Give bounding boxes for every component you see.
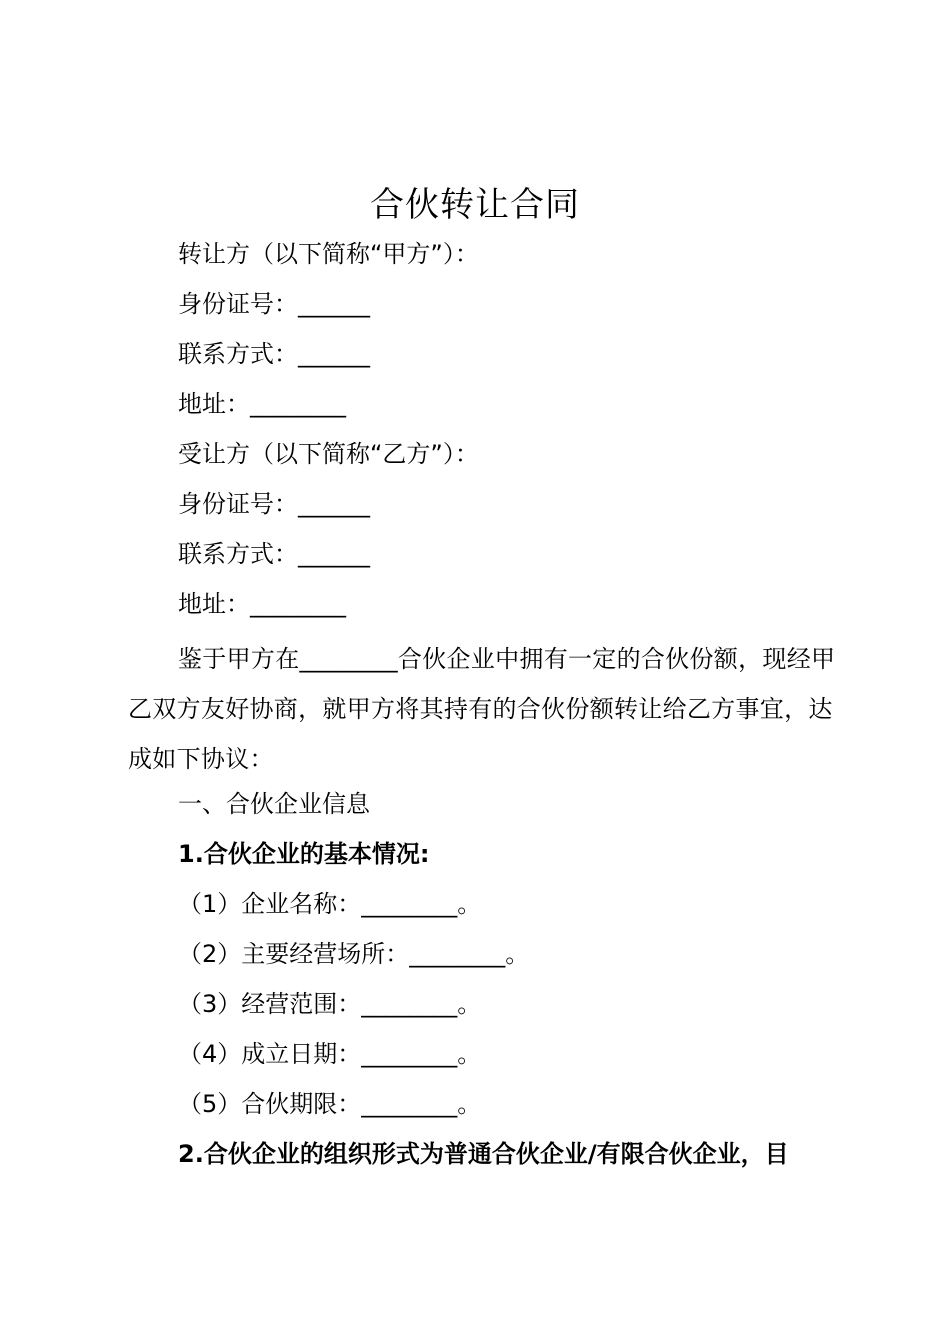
organization-form-heading: 2.合伙企业的组织形式为普通合伙企业/有限合伙企业，目 [178,1140,789,1168]
party-a-contact-line: 联系方式：______ [178,340,370,368]
document-title: 合伙转让合同 [370,185,580,225]
list-item-business-scope: （3）经营范围：________。 [178,990,482,1018]
basic-info-heading: 1.合伙企业的基本情况: [178,840,430,868]
list-item-partnership-term: （5）合伙期限：________。 [178,1090,482,1118]
party-b-heading: 受让方（以下简称“乙方”）： [178,440,479,468]
preamble-paragraph: 鉴于甲方在________合伙企业中拥有一定的合伙份额，现经甲乙双方友好协商，就甲方将其持有的合伙份额转让给乙方事宜，达成如下协议： [128,645,836,773]
party-a-id-line: 身份证号：______ [178,290,370,318]
party-b-contact-line: 联系方式：______ [178,540,370,568]
party-b-address-line: 地址：________ [178,590,346,618]
section-1-heading: 一、合伙企业信息 [178,790,370,818]
list-item-enterprise-name: （1）企业名称：________。 [178,890,482,918]
list-item-business-premises: （2）主要经营场所：________。 [178,940,530,968]
party-a-address-line: 地址：________ [178,390,346,418]
list-item-establishment-date: （4）成立日期：________。 [178,1040,482,1068]
party-a-heading: 转让方（以下简称“甲方”）： [178,240,479,268]
party-b-id-line: 身份证号：______ [178,490,370,518]
